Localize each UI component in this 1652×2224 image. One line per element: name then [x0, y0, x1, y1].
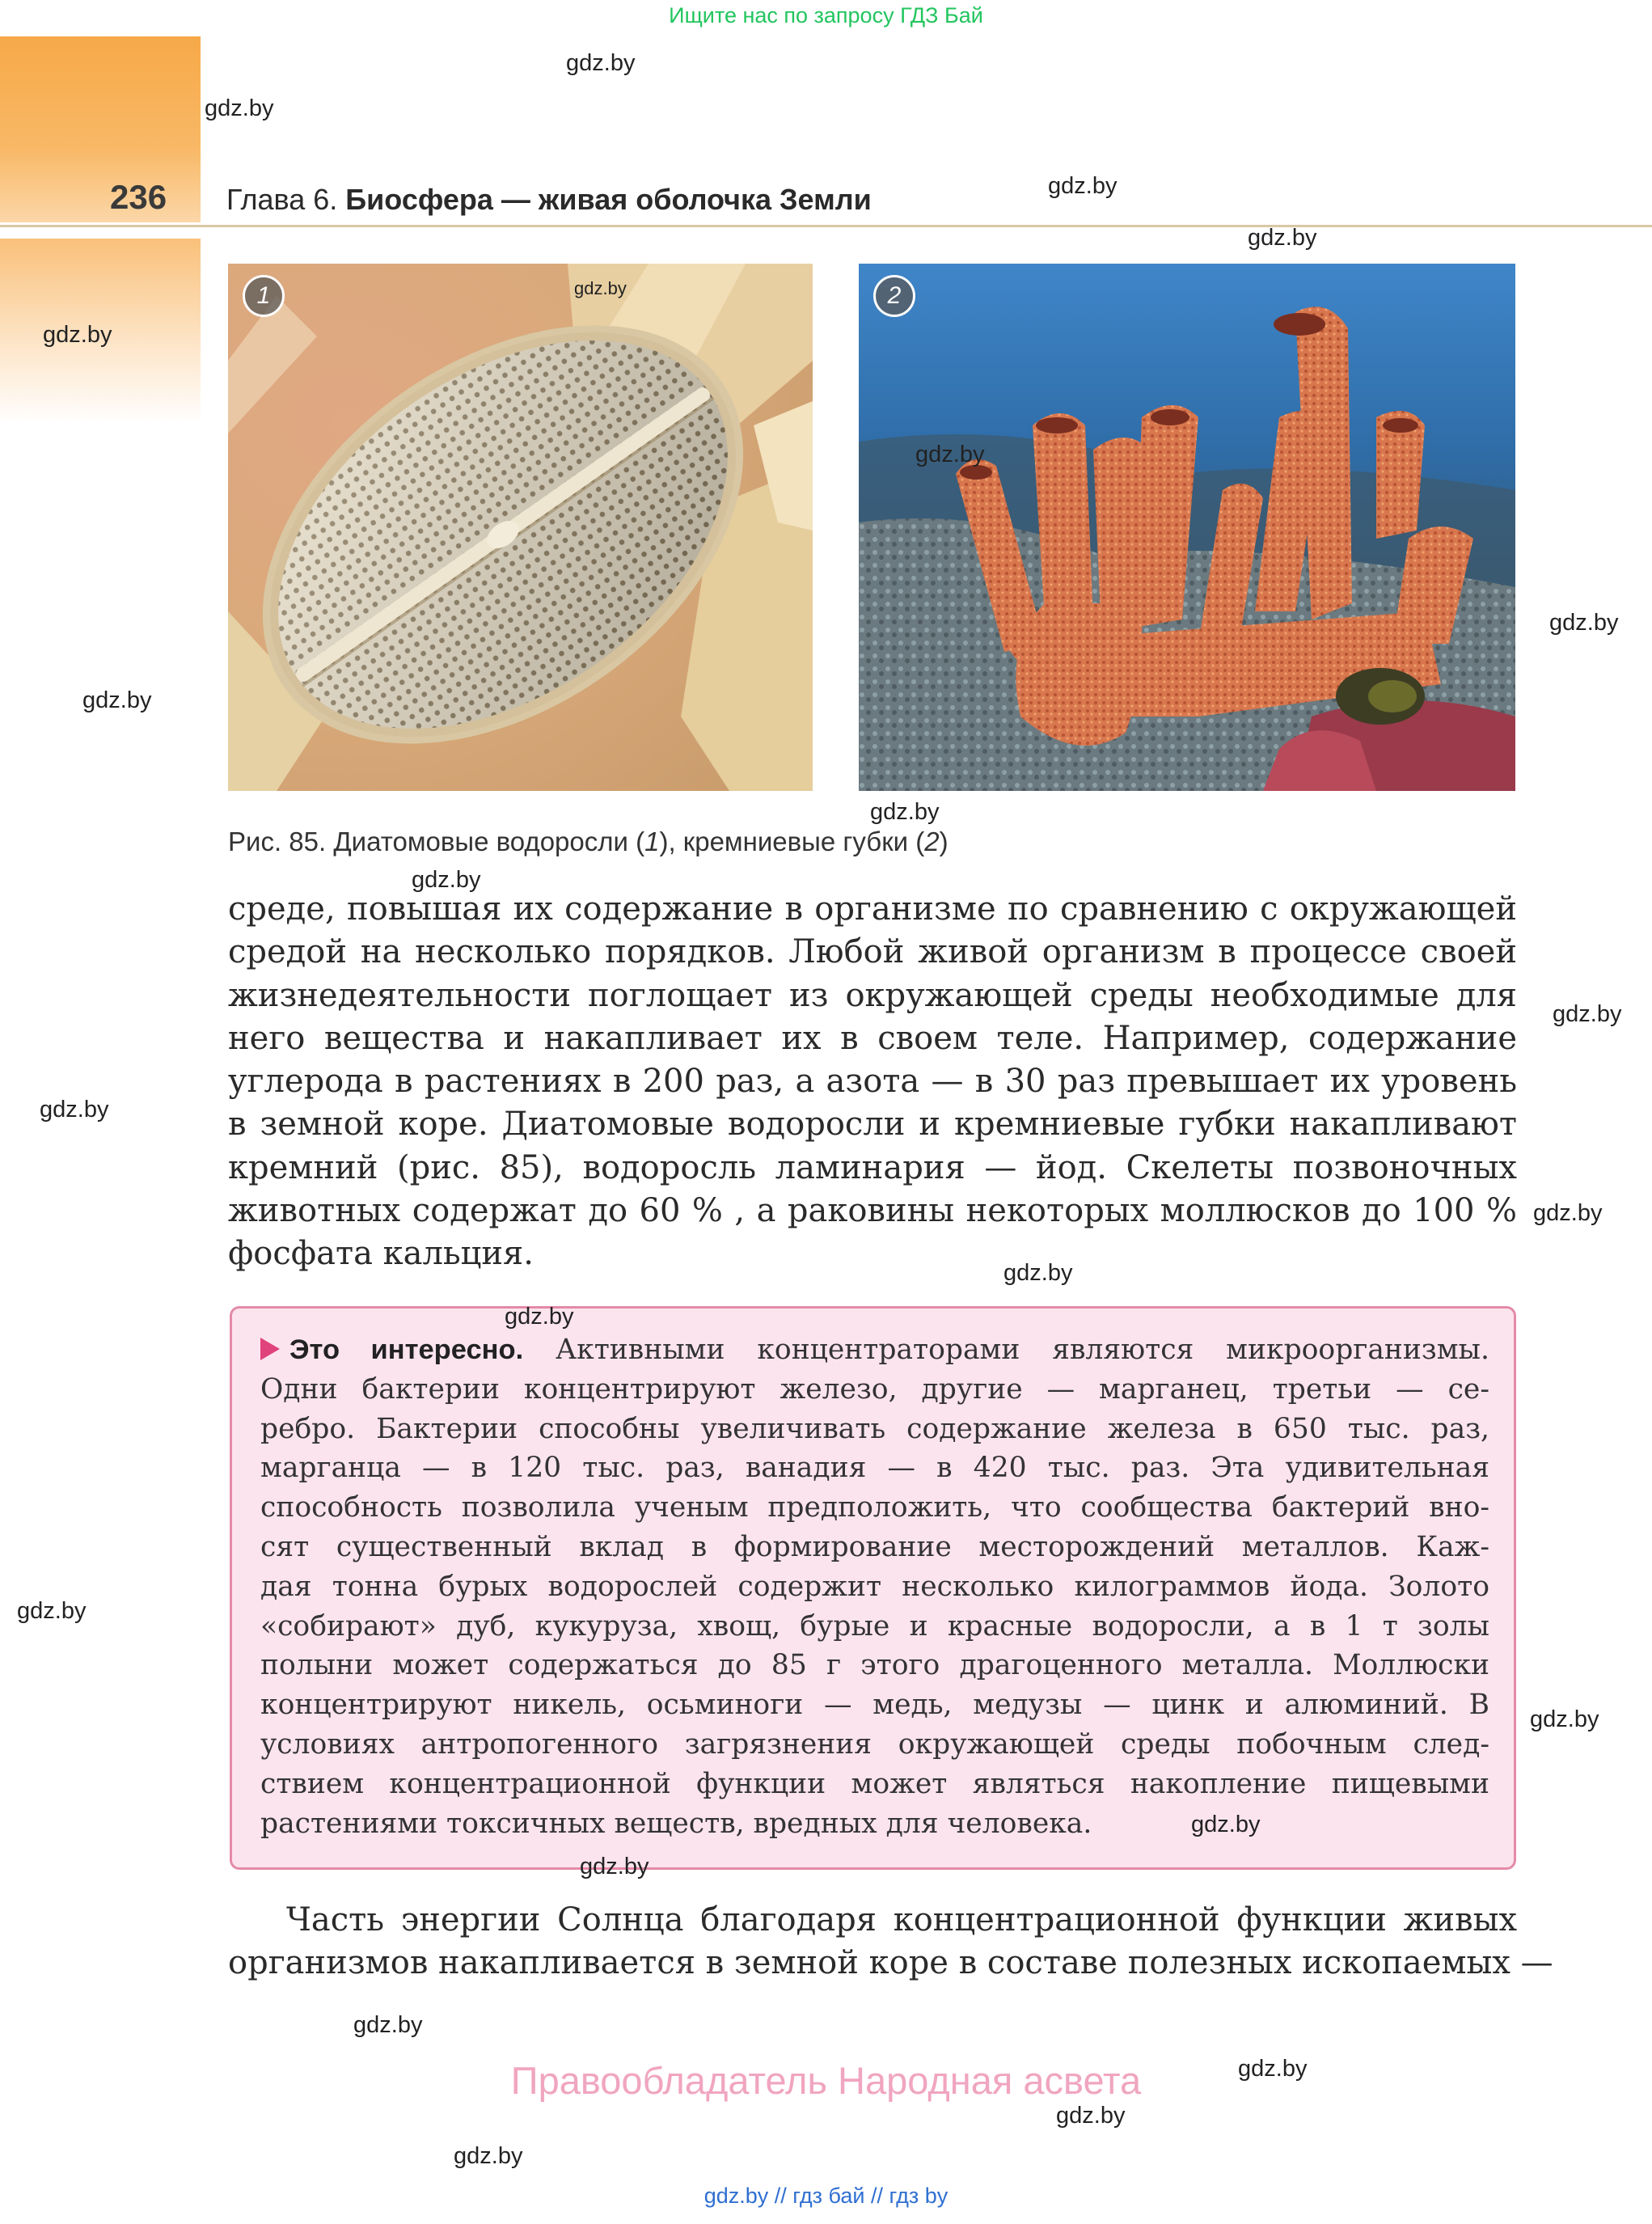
- watermark: gdz.by: [915, 442, 985, 467]
- watermark: gdz.by: [1553, 1001, 1622, 1027]
- photo-number-2: 2: [873, 275, 915, 317]
- diatom-photo: [228, 264, 813, 791]
- box-line: [260, 1330, 1489, 1370]
- box-lead: Это интересно.: [289, 1334, 524, 1365]
- photo-number-1: 1: [243, 275, 285, 317]
- watermark: gdz.by: [1530, 1706, 1599, 1732]
- page-number-tab: [0, 36, 201, 222]
- triangle-bullet-icon: [260, 1338, 280, 1360]
- body-paragraph: [228, 888, 1517, 1276]
- box-line: сят существенный вклад в формирование месторождений металлов. Каж-: [260, 1530, 1489, 1563]
- watermark: gdz.by: [505, 1304, 574, 1330]
- chapter-prefix: Глава 6.: [226, 183, 338, 216]
- final-line: Часть энергии Солнца благодаря концентрационной функции живых: [286, 1901, 1517, 1939]
- box-first-line: Активными концентраторами являются микроорганизмы.: [523, 1334, 1489, 1366]
- box-line: концентрируют никель, осьминоги — медь, медузы — цинк и алюминий. В: [260, 1689, 1489, 1722]
- body-line: кремний (рис. 85), водоросль ламинария — йод. Скелеты позвоночных: [228, 1148, 1517, 1186]
- chapter-title: [226, 183, 872, 217]
- bottom-links[interactable]: gdz.by // гдз бай // гдз by: [703, 2184, 949, 2208]
- watermark: gdz.by: [40, 1097, 109, 1123]
- watermark: gdz.by: [1003, 1260, 1073, 1286]
- watermark: gdz.by: [43, 322, 112, 348]
- body-line: углерода в растениях в 200 раз, а азота — в 30 раз превышает их уровень: [228, 1063, 1517, 1101]
- caption-num-1: 1: [644, 827, 660, 856]
- watermark: gdz.by: [574, 278, 627, 298]
- body-line: жизнедеятельности поглощает из окружающей среды необходимые для: [228, 976, 1517, 1014]
- box-line: «собирают» дуб, кукуруза, хвощ, бурые и красные водоросли, а в 1 т золы: [260, 1609, 1489, 1643]
- watermark: gdz.by: [353, 2012, 423, 2038]
- box-line: способность позволила ученым предположить, что сообщества бактерий вно-: [260, 1491, 1489, 1524]
- watermark: gdz.by: [412, 867, 481, 893]
- watermark: gdz.by: [1056, 2103, 1126, 2129]
- watermark: gdz.by: [454, 2143, 523, 2169]
- watermark: gdz.by: [1048, 173, 1118, 199]
- caption-num-2: 2: [924, 827, 940, 856]
- watermark: gdz.by: [1238, 2056, 1308, 2082]
- box-line: ствием концентрационной функции может являться накопление пищевыми: [260, 1767, 1489, 1800]
- box-line: растениями токсичных веществ, вредных для человека.: [260, 1807, 1092, 1840]
- watermark: gdz.by: [1549, 610, 1619, 636]
- box-line: ребро. Бактерии способны увеличивать содержание железа в 650 тыс. раз,: [260, 1412, 1489, 1445]
- body-line: фосфата кальция.: [228, 1235, 534, 1273]
- copyright-notice: Правообладатель Народная асвета: [510, 2059, 1142, 2102]
- chapter-name: Биосфера — живая оболочка Земли: [345, 183, 872, 216]
- body-line: в земной коре. Диатомовые водоросли и кремниевые губки накапливают: [228, 1106, 1517, 1144]
- watermark: gdz.by: [17, 1598, 87, 1624]
- box-line: полыни может содержаться до 85 г этого драгоценного металла. Моллюски: [260, 1649, 1489, 1682]
- body-line: животных содержат до 60 % , а раковины некоторых моллюсков до 100 %: [228, 1192, 1517, 1230]
- box-line: марганца — в 120 тыс. раз, ванадия — в 420 тыс. раз. Эта удивительная: [260, 1452, 1489, 1485]
- watermark: gdz.by: [580, 1854, 649, 1879]
- box-line: условиях антропогенного загрязнения окружающей среды побочным след-: [260, 1727, 1489, 1761]
- header-divider: [0, 225, 1652, 227]
- box-line: Одни бактерии концентрируют железо, другие — марганец, третьи — се-: [260, 1372, 1489, 1406]
- body-line: средой на несколько порядков. Любой живой организм в процессе своей: [228, 933, 1517, 971]
- watermark: gdz.by: [1248, 225, 1317, 251]
- watermark: gdz.by: [82, 687, 152, 713]
- watermark: gdz.by: [1533, 1200, 1603, 1226]
- sponge-photo: [859, 264, 1515, 791]
- body-line: него вещества и накапливает их в своем теле. Например, содержание: [228, 1019, 1517, 1057]
- watermark: gdz.by: [870, 799, 940, 825]
- caption-suffix: ): [939, 827, 949, 856]
- watermark: gdz.by: [566, 50, 636, 76]
- interesting-fact-text: [260, 1330, 1489, 1843]
- figure-caption: [228, 827, 949, 857]
- page-number: 236: [110, 178, 167, 216]
- top-banner: Ищите нас по запросу ГДЗ Бай: [669, 3, 983, 27]
- final-line: организмов накапливается в земной коре в составе полезных ископаемых —: [228, 1944, 1553, 1982]
- watermark: gdz.by: [1191, 1812, 1261, 1837]
- box-line: дая тонна бурых водорослей содержит несколько килограммов йода. Золото: [260, 1570, 1489, 1603]
- caption-prefix: Рис. 85. Диатомовые водоросли (: [228, 827, 645, 856]
- body-line: среде, повышая их содержание в организме по сравнению с окружающей: [228, 890, 1517, 928]
- watermark: gdz.by: [205, 95, 274, 121]
- final-paragraph: [228, 1899, 1553, 1985]
- caption-mid: ), кремниевые губки (: [659, 827, 925, 856]
